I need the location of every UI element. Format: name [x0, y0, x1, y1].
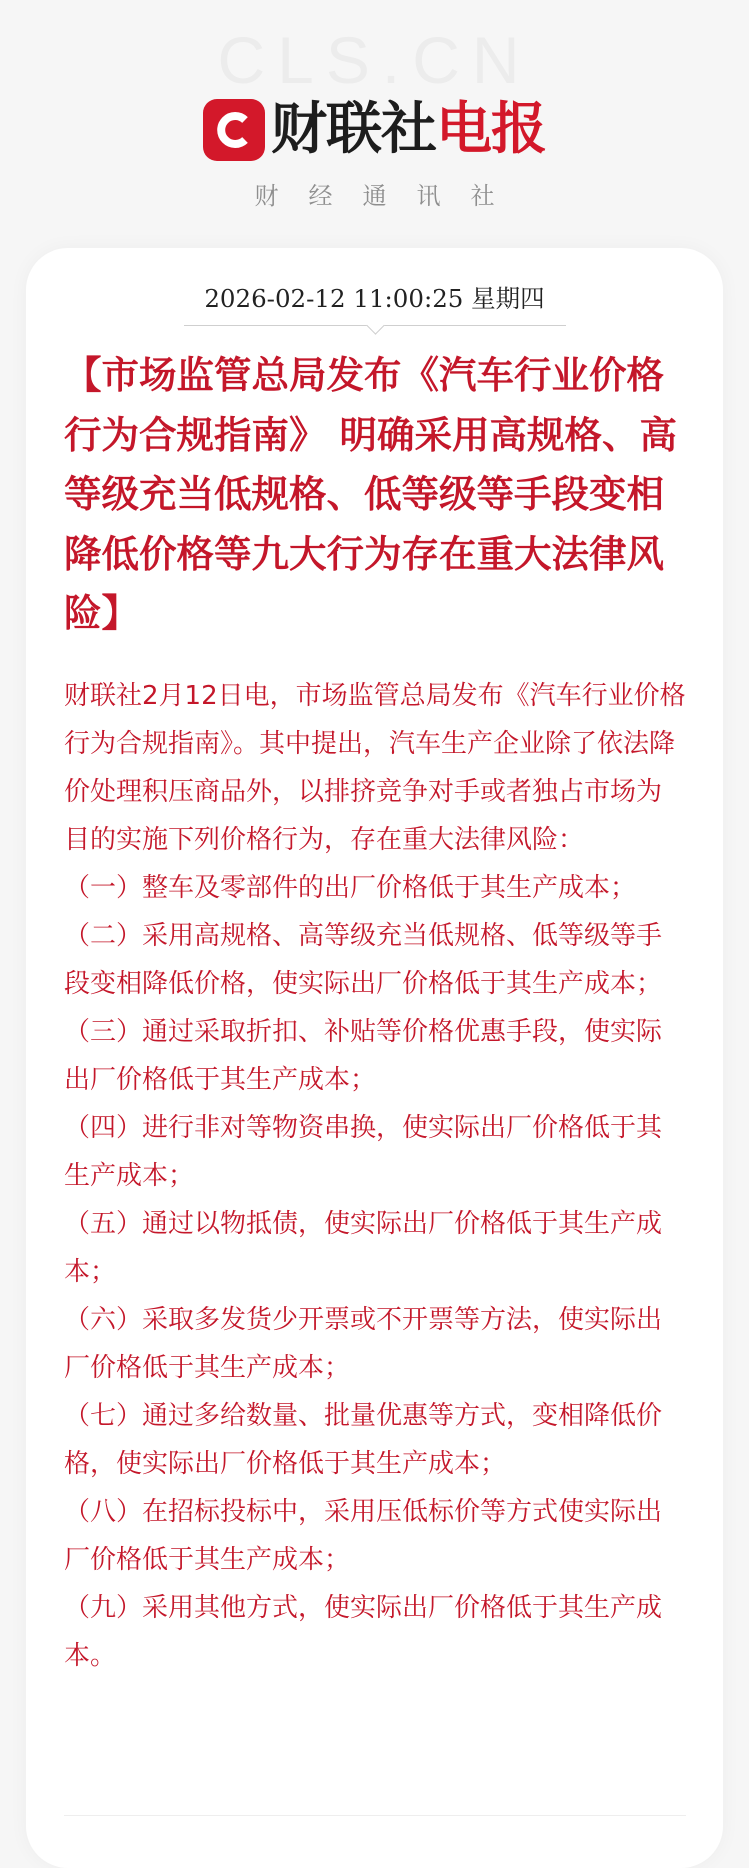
brand-name: [271, 98, 546, 162]
list-item: （五）通过以物抵债，使实际出厂价格低于其生产成本；: [64, 1209, 663, 1287]
date-container: [0, 276, 749, 326]
article-datetime: [184, 276, 566, 326]
brand-name-red: 电报: [436, 97, 546, 162]
cls-logo-icon: [203, 99, 265, 161]
list-item: （一）整车及零部件的出厂价格低于其生产成本；: [64, 873, 637, 903]
brand-tagline: 财经通讯社: [254, 182, 525, 210]
list-item: （七）通过多给数量、批量优惠等方式，变相降低价格，使实际出厂价格低于其生产成本；: [64, 1401, 663, 1479]
list-item: （三）通过采取折扣、补贴等价格优惠手段，使实际出厂价格低于其生产成本；: [64, 1017, 663, 1095]
article-datetime-text: 2026-02-12 11:00:25 星期四: [204, 284, 545, 313]
brand-logo: [0, 98, 749, 162]
list-item: （九）采用其他方式，使实际出厂价格低于其生产成本。: [64, 1593, 663, 1671]
article-intro: 财联社2月12日电，市场监管总局发布《汽车行业价格行为合规指南》。其中提出，汽车生产企业除了依法降价处理积压商品外，以排挤竞争对手或者独占市场为目的实施下列价格行为，存在重大法律风险：: [64, 681, 686, 855]
article-headline: 【市场监管总局发布《汽车行业价格行为合规指南》 明确采用高规格、高等级充当低规格、低等级等手段变相降低价格等九大行为存在重大法律风险】: [64, 353, 678, 636]
watermark-text: CLS.CN: [217, 23, 532, 97]
brand-name-black: 财联社: [271, 97, 436, 162]
list-item: （二）采用高规格、高等级充当低规格、低等级等手段变相降低价格，使实际出厂价格低于其生产成本；: [64, 921, 663, 999]
bottom-divider: [64, 1815, 686, 1816]
list-item: （八）在招标投标中，采用压低标价等方式使实际出厂价格低于其生产成本；: [64, 1497, 663, 1575]
list-item: （六）采取多发货少开票或不开票等方法，使实际出厂价格低于其生产成本；: [64, 1305, 663, 1383]
list-item: （四）进行非对等物资串换，使实际出厂价格低于其生产成本；: [64, 1113, 663, 1191]
article-body: [64, 672, 686, 1680]
